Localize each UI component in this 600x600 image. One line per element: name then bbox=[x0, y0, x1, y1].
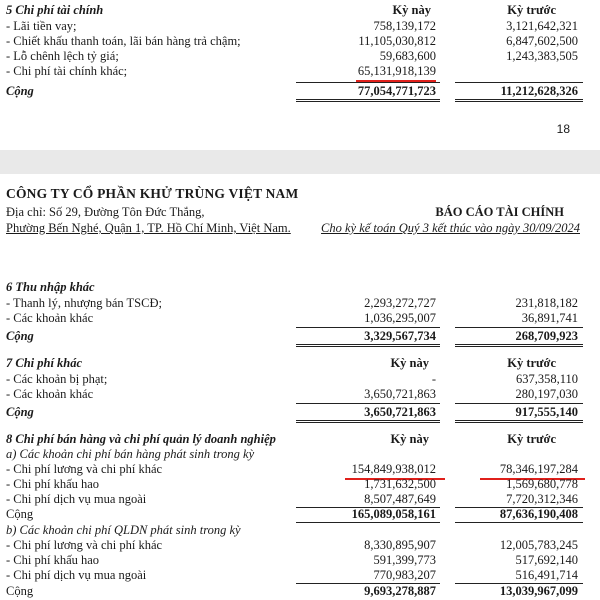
subsection-b-title: b) Các khoản chi phí QLDN phát sinh trong kỳ bbox=[6, 523, 241, 537]
section-5-title: 5 Chi phí tài chính bbox=[6, 3, 104, 17]
total-row: Cộng 77,054,771,723 11,212,628,326 bbox=[6, 84, 578, 98]
section-6-header bbox=[6, 280, 596, 295]
report-period: Cho kỳ kế toán Quý 3 kết thúc vào ngày 30/09/2024 bbox=[321, 221, 580, 235]
sum-rule bbox=[455, 327, 583, 328]
section-7-title: 7 Chi phí khác bbox=[6, 356, 83, 370]
col-current-header: Kỳ này bbox=[390, 432, 429, 446]
total-row: Cộng 3,329,567,734 268,709,923 bbox=[6, 329, 578, 343]
col-prior-header: Kỳ trước bbox=[507, 432, 556, 446]
col-prior-header: Kỳ trước bbox=[507, 356, 556, 370]
sum-rule bbox=[455, 82, 583, 83]
sum-rule bbox=[296, 327, 440, 328]
company-name: CÔNG TY CỔ PHẦN KHỬ TRÙNG VIỆT NAM bbox=[6, 186, 299, 201]
table-row: - Lãi tiền vay; 758,139,172 3,121,642,321 bbox=[6, 19, 578, 33]
page-18-fragment bbox=[0, 0, 600, 150]
sum-rule bbox=[296, 82, 440, 83]
total-row: Cộng 3,650,721,863 917,555,140 bbox=[6, 405, 578, 419]
double-rule bbox=[296, 99, 440, 102]
section-8-header bbox=[6, 432, 596, 447]
double-rule bbox=[455, 420, 583, 423]
double-rule bbox=[455, 344, 583, 347]
sum-rule bbox=[455, 403, 583, 404]
table-row: - Chi phí khấu hao 1,731,632,500 1,569,680,778 bbox=[6, 477, 578, 491]
table-row: - Chi phí lương và chi phí khác 154,849,938,012 78,346,197,284 bbox=[6, 462, 578, 476]
col-current-header: Kỳ này bbox=[390, 356, 429, 370]
section-8-title: 8 Chi phí bán hàng và chi phí quản lý doanh nghiệp bbox=[6, 432, 276, 446]
table-row: - Chi phí lương và chi phí khác 8,330,895,907 12,005,783,245 bbox=[6, 538, 578, 552]
section-5-header bbox=[6, 3, 596, 18]
highlighted-value: 154,849,938,012 bbox=[351, 462, 436, 476]
table-row: - Lỗ chênh lệch tỷ giá; 59,683,600 1,243,383,505 bbox=[6, 49, 578, 63]
table-row: - Các khoản khác 1,036,295,007 36,891,741 bbox=[6, 311, 578, 325]
table-row: - Chi phí dịch vụ mua ngoài 770,983,207 516,491,714 bbox=[6, 568, 578, 582]
total-row: Cộng 9,693,278,887 13,039,967,099 bbox=[6, 584, 578, 598]
double-rule bbox=[296, 344, 440, 347]
double-rule bbox=[455, 99, 583, 102]
section-6-title: 6 Thu nhập khác bbox=[6, 280, 95, 294]
table-row: - Chiết khấu thanh toán, lãi bán hàng trả chậm; 11,105,030,812 6,847,602,500 bbox=[6, 34, 578, 48]
table-row: - Thanh lý, nhượng bán TSCĐ; 2,293,272,727 231,818,182 bbox=[6, 296, 578, 310]
table-row: - Chi phí dịch vụ mua ngoài 8,507,487,649 7,720,312,346 bbox=[6, 492, 578, 506]
total-row: Cộng 165,089,058,161 87,636,190,408 bbox=[6, 507, 578, 521]
col-prior-header: Kỳ trước bbox=[507, 3, 556, 17]
subsection-a bbox=[6, 447, 596, 462]
subsection-a-title: a) Các khoản chi phí bán hàng phát sinh trong kỳ bbox=[6, 447, 255, 461]
highlighted-value: 78,346,197,284 bbox=[499, 462, 578, 476]
highlighted-value: 65,131,918,139 bbox=[357, 64, 436, 78]
address-line-1: Địa chỉ: Số 29, Đường Tôn Đức Thắng, bbox=[6, 205, 205, 219]
report-title: BÁO CÁO TÀI CHÍNH bbox=[435, 205, 564, 219]
table-row: - Các khoản bị phạt; - 637,358,110 bbox=[6, 372, 578, 386]
page-separator bbox=[0, 150, 600, 174]
page-number: 18 bbox=[556, 122, 570, 136]
subsection-b bbox=[6, 523, 596, 538]
table-row: - Chi phí tài chính khác; 65,131,918,139 bbox=[6, 64, 436, 78]
table-row: - Các khoản khác 3,650,721,863 280,197,030 bbox=[6, 387, 578, 401]
sum-rule bbox=[296, 403, 440, 404]
address-line-2: Phường Bến Nghé, Quận 1, TP. Hồ Chí Minh, Việt Nam. bbox=[6, 221, 291, 235]
page-19 bbox=[0, 174, 600, 600]
section-7-header bbox=[6, 356, 596, 371]
table-row: - Chi phí khấu hao 591,399,773 517,692,140 bbox=[6, 553, 578, 567]
col-current-header: Kỳ này bbox=[392, 3, 431, 17]
double-rule bbox=[296, 420, 440, 423]
